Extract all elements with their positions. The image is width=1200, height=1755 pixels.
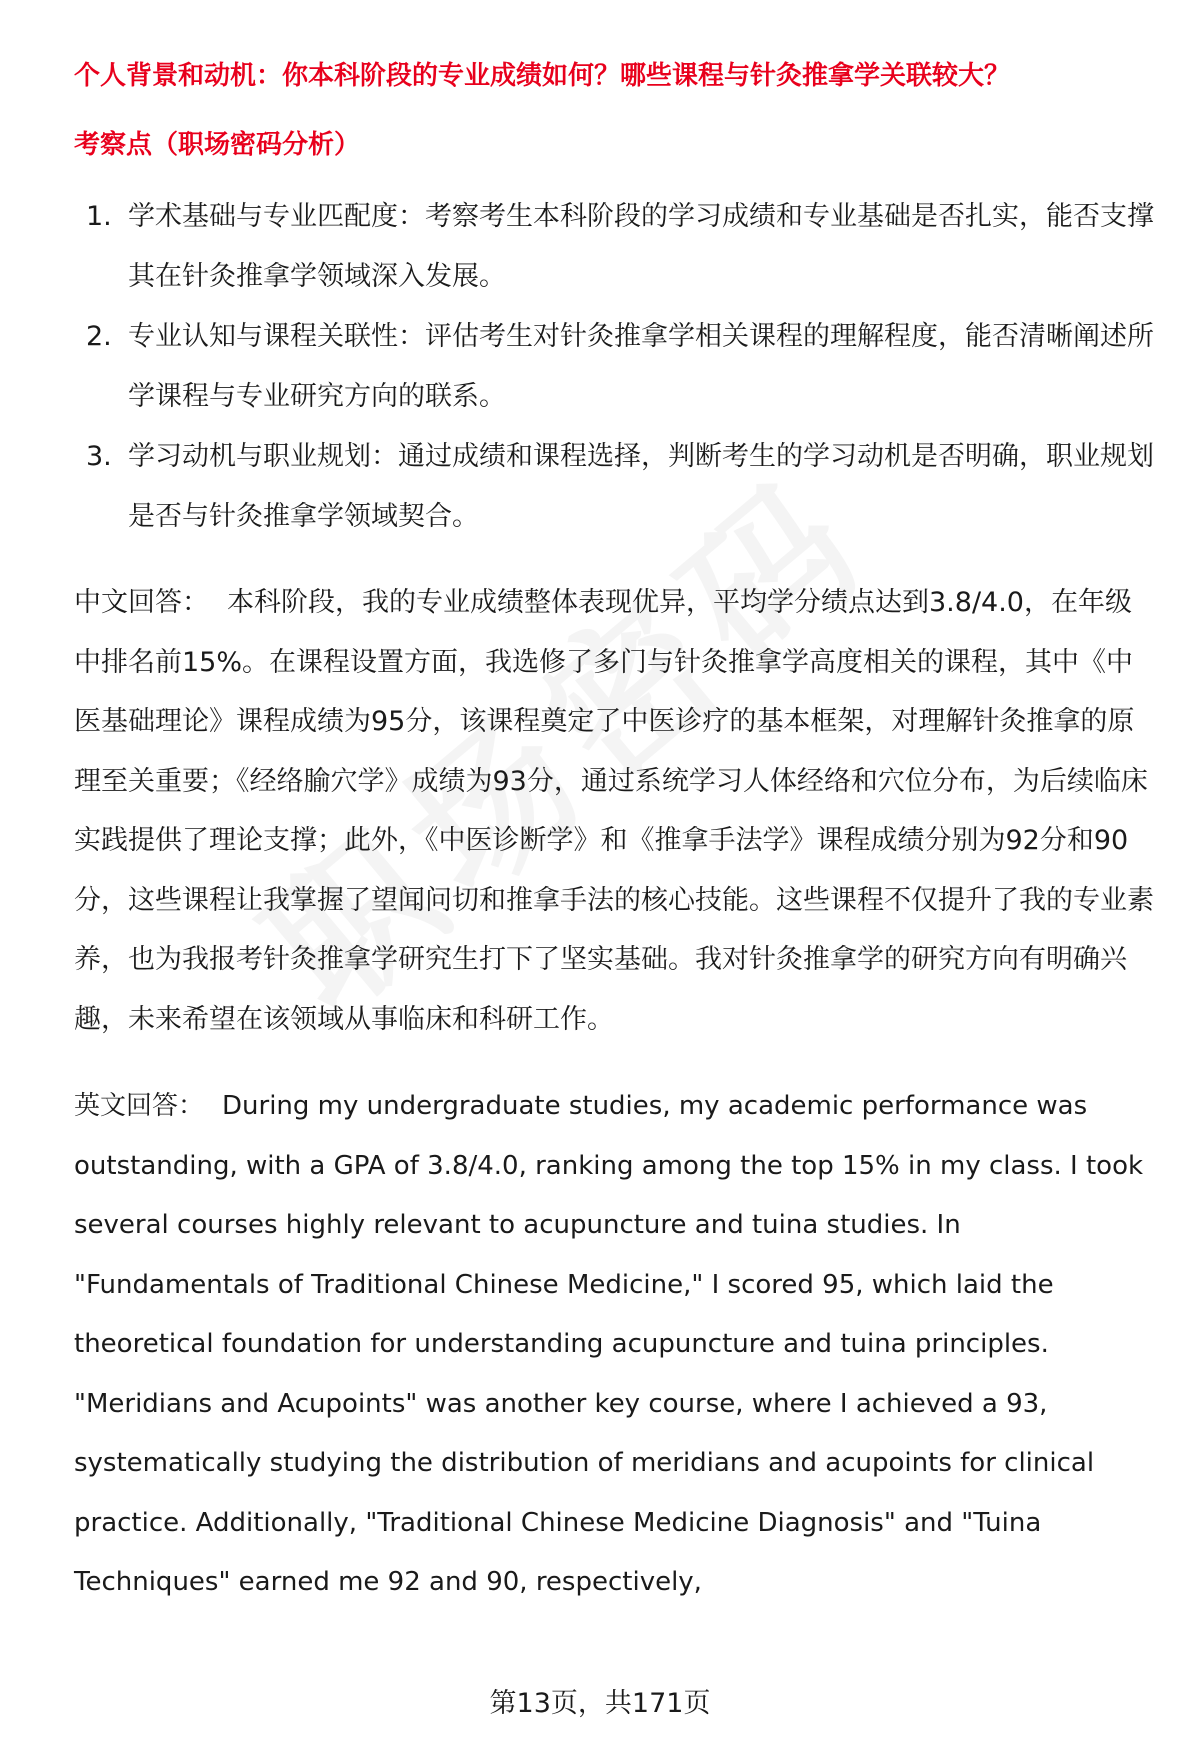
list-number: 1. — [86, 201, 112, 232]
document-page — [74, 58, 1154, 1641]
assessment-points-list — [74, 187, 1154, 547]
english-answer-text: During my undergraduate studies, my academic performance was outstanding, with a GPA of 3.8/4.0, ranking among the top 15% in my class. I took several courses highly relevant to acupuncture and tuina studies. In "Fundamentals of Traditional Chinese Medicine," I scored 95, which laid the theoretical foundation for understanding acupuncture and tuina principles. "Meridians and Acupoints" was another key course, where I achieved a 93, systematically studying the distribution of meridians and acupoints for clinical practice. Additionally, "Traditional Chinese Medicine Diagnosis" and "Tuina Techniques" earned me 92 and 90, respectively, — [74, 1091, 1144, 1597]
list-item — [74, 427, 1154, 547]
list-number: 3. — [86, 441, 112, 472]
list-item-text: 学习动机与职业规划：通过成绩和课程选择，判断考生的学习动机是否明确，职业规划是否与针灸推拿学领域契合。 — [128, 441, 1154, 532]
list-item — [74, 307, 1154, 427]
list-item-text: 专业认知与课程关联性：评估考生对针灸推拿学相关课程的理解程度，能否清晰阐述所学课程与专业研究方向的联系。 — [128, 321, 1154, 412]
chinese-answer — [74, 573, 1154, 1049]
page-number-footer: 第13页，共171页 — [489, 1688, 711, 1719]
list-item-text: 学术基础与专业匹配度：考察考生本科阶段的学习成绩和专业基础是否扎实，能否支撑其在针灸推拿学领域深入发展。 — [128, 201, 1154, 292]
list-number: 2. — [86, 321, 112, 352]
list-item — [74, 187, 1154, 307]
analysis-heading: 考察点（职场密码分析） — [74, 130, 361, 160]
chinese-answer-label: 中文回答： — [74, 587, 209, 618]
chinese-answer-text: 本科阶段，我的专业成绩整体表现优异，平均学分绩点达到3.8/4.0，在年级中排名前15%。在课程设置方面，我选修了多门与针灸推拿学高度相关的课程，其中《中医基础理论》课程成绩为95分，该课程奠定了中医诊疗的基本框架，对理解针灸推拿的原理至关重要；《经络腧穴学》成绩为93分，通过系统学习人体经络和穴位分布，为后续临床实践提供了理论支撑；此外，《中医诊断学》和《推拿手法学》课程成绩分别为92分和90分，这些课程让我掌握了望闻问切和推拿手法的核心技能。这些课程不仅提升了我的专业素养，也为我报考针灸推拿学研究生打下了坚实基础。我对针灸推拿学的研究方向有明确兴趣，未来希望在该领域从事临床和科研工作。 — [74, 587, 1154, 1035]
english-answer-label: 英文回答： — [74, 1091, 205, 1121]
english-answer — [74, 1077, 1154, 1613]
question-heading: 个人背景和动机：你本科阶段的专业成绩如何？哪些课程与针灸推拿学关联较大？ — [74, 61, 1011, 91]
